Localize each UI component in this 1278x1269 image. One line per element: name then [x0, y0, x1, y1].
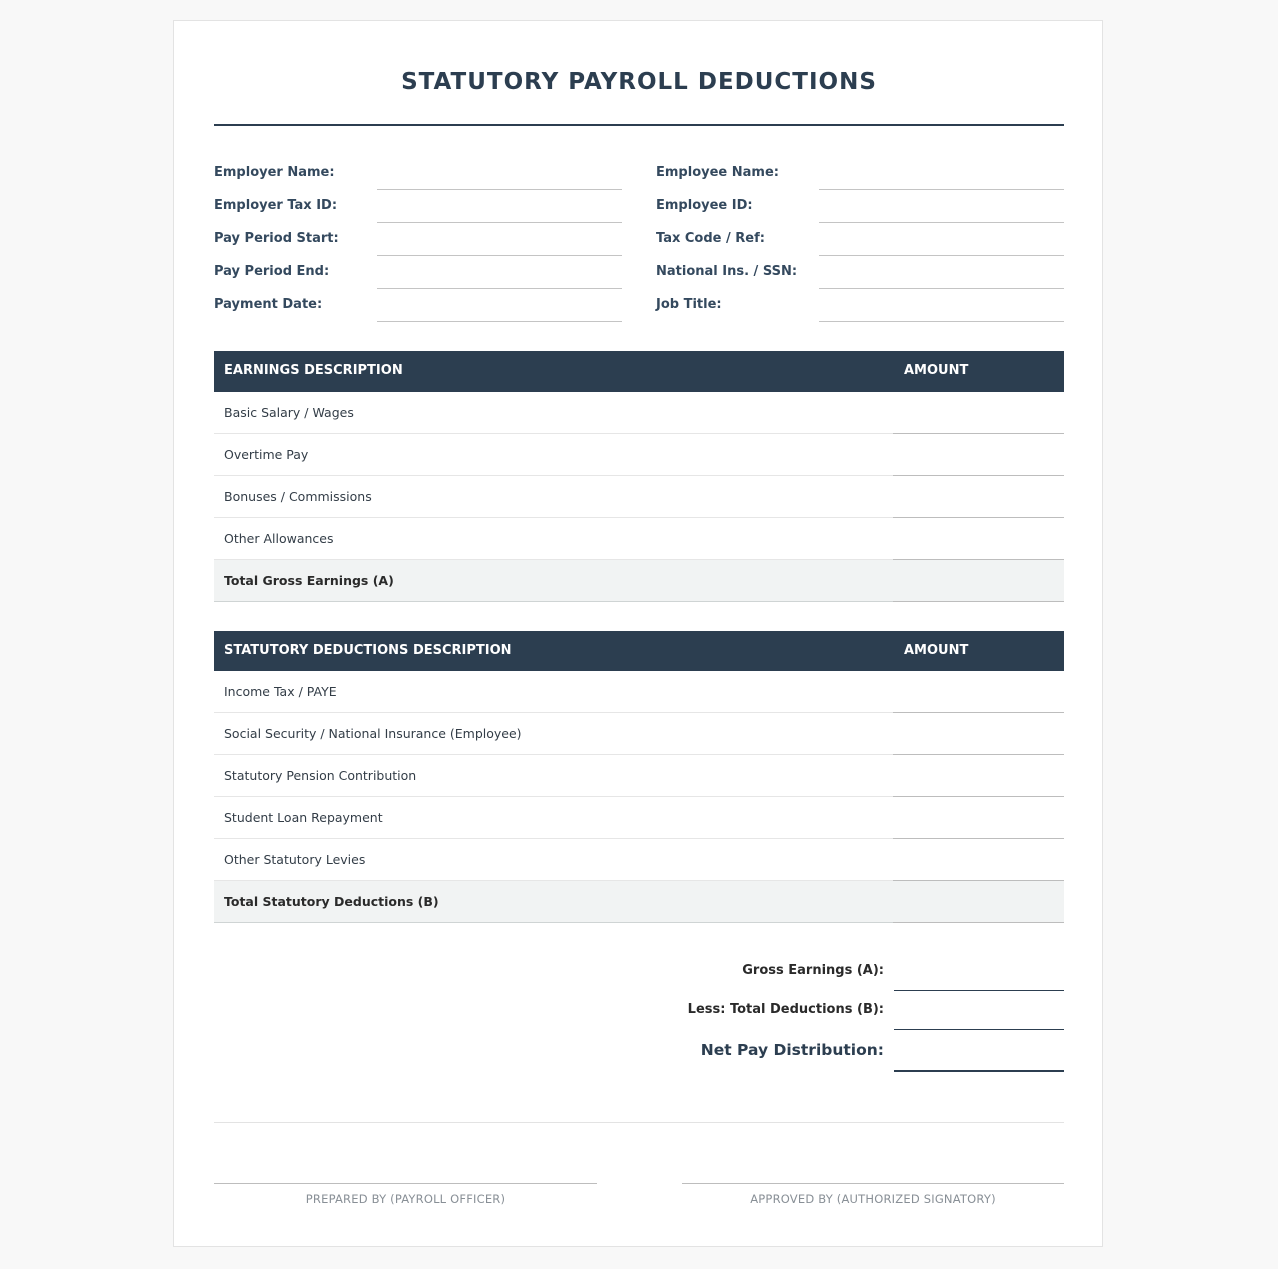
row-description: Income Tax / PAYE	[224, 684, 337, 699]
info-row-pay-period-end	[214, 258, 622, 291]
row-divider	[214, 922, 893, 923]
row-description: Student Loan Repayment	[224, 810, 383, 825]
prepared-by-signature	[214, 1183, 597, 1206]
footer-divider	[214, 1122, 1064, 1123]
summary-row-deductions	[214, 990, 1064, 1029]
row-description: Basic Salary / Wages	[224, 405, 354, 420]
info-row-payment-date	[214, 291, 622, 324]
info-label: Pay Period End:	[214, 264, 330, 279]
approved-by-signature-line[interactable]	[682, 1183, 1064, 1184]
job-title-field[interactable]	[819, 321, 1064, 322]
amount-underline	[893, 922, 1064, 923]
deductions-table-header	[214, 631, 1064, 671]
document-page	[173, 20, 1103, 1247]
row-description: Statutory Pension Contribution	[224, 768, 417, 783]
table-row	[214, 518, 1064, 560]
pay-period-start-field[interactable]	[377, 255, 622, 256]
total-gross-earnings-row	[214, 560, 1064, 602]
employee-name-field[interactable]	[819, 189, 1064, 190]
approved-by-label: APPROVED BY (AUTHORIZED SIGNATORY)	[750, 1192, 996, 1206]
total-amount-field[interactable]	[893, 560, 1064, 602]
table-row	[214, 671, 1064, 713]
column-header-amount: AMOUNT	[904, 643, 969, 658]
prepared-by-label: PREPARED BY (PAYROLL OFFICER)	[305, 1192, 506, 1206]
table-row	[214, 755, 1064, 797]
amount-underline	[893, 601, 1064, 602]
info-label: Tax Code / Ref:	[656, 231, 765, 246]
info-row-employee-id	[656, 192, 1064, 225]
column-header-description: EARNINGS DESCRIPTION	[224, 363, 403, 378]
title-divider	[214, 124, 1064, 126]
table-row	[214, 839, 1064, 881]
employee-id-field[interactable]	[819, 222, 1064, 223]
table-row	[214, 434, 1064, 476]
national-ins-field[interactable]	[819, 288, 1064, 289]
total-statutory-deductions-row	[214, 881, 1064, 923]
net-pay-label: Net Pay Distribution:	[700, 1041, 884, 1059]
table-row	[214, 797, 1064, 839]
employer-tax-id-field[interactable]	[377, 222, 622, 223]
earnings-table-header	[214, 351, 1064, 392]
row-description: Other Statutory Levies	[224, 852, 366, 867]
prepared-by-signature-line[interactable]	[214, 1183, 597, 1184]
employer-name-field[interactable]	[377, 189, 622, 190]
pay-summary	[214, 951, 1064, 1071]
row-description: Total Gross Earnings (A)	[224, 573, 394, 588]
table-row	[214, 713, 1064, 755]
row-description: Overtime Pay	[224, 447, 309, 462]
info-row-employer-tax-id	[214, 192, 622, 225]
row-divider	[214, 601, 893, 602]
info-label: National Ins. / SSN:	[656, 264, 798, 279]
info-row-tax-code	[656, 225, 1064, 258]
info-label: Job Title:	[656, 297, 722, 312]
info-label: Employee ID:	[656, 198, 753, 213]
info-row-employer-name	[214, 159, 622, 192]
deductions-table	[214, 631, 1064, 923]
info-row-employee-name	[656, 159, 1064, 192]
info-label: Payment Date:	[214, 297, 323, 312]
net-pay-field[interactable]	[894, 1070, 1064, 1072]
employee-info-column	[656, 159, 1064, 324]
info-row-pay-period-start	[214, 225, 622, 258]
approved-by-signature	[682, 1183, 1064, 1206]
info-row-job-title	[656, 291, 1064, 324]
pay-period-end-field[interactable]	[377, 288, 622, 289]
payment-date-field[interactable]	[377, 321, 622, 322]
info-label: Pay Period Start:	[214, 231, 339, 246]
column-header-description: STATUTORY DEDUCTIONS DESCRIPTION	[224, 643, 512, 658]
row-description: Social Security / National Insurance (Employee)	[224, 726, 522, 741]
row-description: Bonuses / Commissions	[224, 489, 372, 504]
table-row	[214, 476, 1064, 518]
row-description: Other Allowances	[224, 531, 334, 546]
total-amount-field[interactable]	[893, 881, 1064, 923]
column-header-amount: AMOUNT	[904, 363, 969, 378]
info-label: Employer Tax ID:	[214, 198, 338, 213]
document-title: STATUTORY PAYROLL DEDUCTIONS	[401, 69, 877, 95]
total-deductions-label: Less: Total Deductions (B):	[687, 1002, 884, 1017]
gross-earnings-label: Gross Earnings (A):	[742, 963, 884, 978]
employer-info-column	[214, 159, 622, 324]
info-row-national-ins	[656, 258, 1064, 291]
info-label: Employer Name:	[214, 165, 335, 180]
table-row	[214, 392, 1064, 434]
summary-row-gross	[214, 951, 1064, 990]
row-description: Total Statutory Deductions (B)	[224, 894, 439, 909]
tax-code-field[interactable]	[819, 255, 1064, 256]
summary-row-net-pay	[214, 1029, 1064, 1071]
earnings-table	[214, 351, 1064, 602]
document-content	[214, 21, 1064, 1206]
info-label: Employee Name:	[656, 165, 779, 180]
